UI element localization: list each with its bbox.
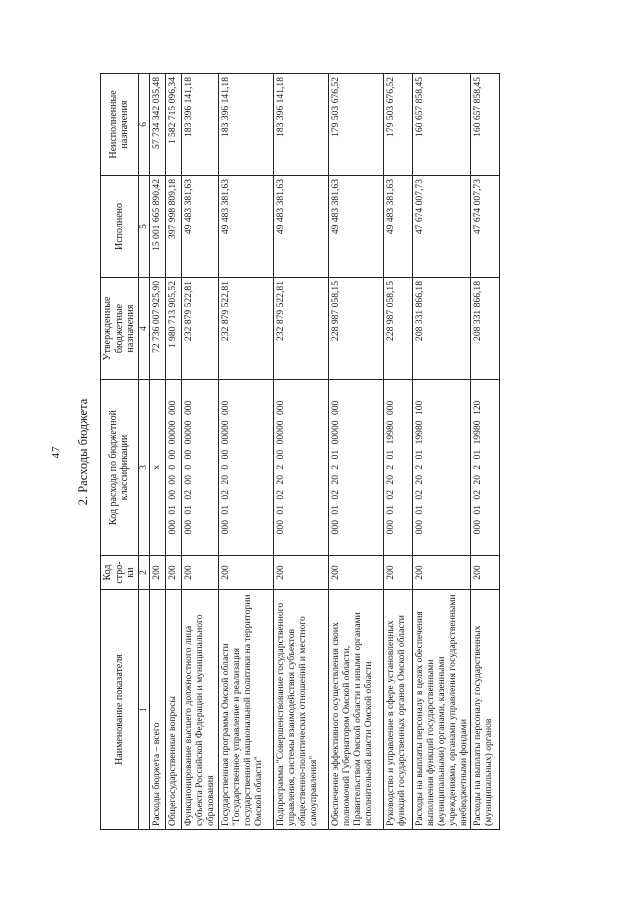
executed-amount: 49 483 381,63	[273, 176, 328, 278]
classification-code: 000 01 02 20 2 00 00000 000	[273, 380, 328, 556]
unexecuted-amount: 183 396 141,18	[273, 74, 328, 176]
indicator-name: Подпрограмма "Совершенствование государственного управления, системы взаимодействия субъектов общественно-политических отношений и местного самоуправления"	[273, 590, 328, 830]
table-row	[328, 74, 383, 830]
line-code: 200	[166, 556, 182, 590]
column-number: 1	[138, 590, 150, 830]
unexecuted-amount: 179 503 676,52	[328, 74, 383, 176]
column-number: 3	[138, 380, 150, 556]
executed-amount: 49 483 381,63	[218, 176, 273, 278]
section-title: 2. Расходы бюджета	[76, 398, 90, 506]
line-code: 200	[273, 556, 328, 590]
column-number: 4	[138, 278, 150, 380]
table-row	[150, 74, 166, 830]
indicator-name: Обеспечение эффективного осуществления своих полномочий Губернатором Омской области, Правительством Омской области и иными органами исполнительной власти Омской области	[328, 590, 383, 830]
classification-code: 000 01 00 00 0 00 00000 000	[166, 380, 182, 556]
line-code: 200	[383, 556, 412, 590]
approved-amount: 208 331 866,18	[470, 278, 499, 380]
table-row	[470, 74, 499, 830]
budget-expenses-table	[100, 73, 500, 830]
executed-amount: 15 001 665 890,42	[150, 176, 166, 278]
indicator-name: Функционирование высшего должностного лица субъекта Российской Федерации и муниципального образования	[182, 590, 218, 830]
approved-amount: 232 879 522,81	[218, 278, 273, 380]
approved-amount: 232 879 522,81	[273, 278, 328, 380]
column-number: 2	[138, 556, 150, 590]
header-line-code: Код стро-ки	[101, 556, 139, 590]
header-classification-code: Код расхода по бюджетной классификации	[101, 380, 139, 556]
approved-amount: 72 736 007 925,90	[150, 278, 166, 380]
classification-code: 000 01 02 20 2 01 19980 000	[383, 380, 412, 556]
executed-amount: 49 483 381,63	[328, 176, 383, 278]
table-row	[412, 74, 470, 830]
indicator-name: Расходы на выплаты персоналу государственных (муниципальных) органов	[470, 590, 499, 830]
indicator-name: Руководство и управление в сфере установленных функций государственных органов Омской области	[383, 590, 412, 830]
table-row	[182, 74, 218, 830]
indicator-name: Расходы бюджета – всего	[150, 590, 166, 830]
line-code: 200	[218, 556, 273, 590]
indicator-name: Государственная программа Омской области "Государственное управление и реализация государственной национальной политики на территории Омской области"	[218, 590, 273, 830]
unexecuted-amount: 1 582 715 096,34	[166, 74, 182, 176]
table-row	[273, 74, 328, 830]
column-number: 5	[138, 176, 150, 278]
line-code: 200	[182, 556, 218, 590]
unexecuted-amount: 183 396 141,18	[182, 74, 218, 176]
executed-amount: 47 674 007,73	[470, 176, 499, 278]
unexecuted-amount: 160 657 858,45	[470, 74, 499, 176]
classification-code: х	[150, 380, 166, 556]
executed-amount: 49 483 381,63	[182, 176, 218, 278]
classification-code: 000 01 02 20 2 01 19980 120	[470, 380, 499, 556]
table-row	[383, 74, 412, 830]
page-number: 47	[50, 445, 62, 459]
column-number: 6	[138, 74, 150, 176]
approved-amount: 228 987 058,15	[383, 278, 412, 380]
classification-code: 000 01 02 20 2 01 00000 000	[328, 380, 383, 556]
header-executed: Исполнено	[101, 176, 139, 278]
line-code: 200	[470, 556, 499, 590]
table-row	[218, 74, 273, 830]
header-unexecuted: Неисполненные назначения	[101, 74, 139, 176]
indicator-name: Расходы на выплаты персоналу в целях обеспечения выполнения функций государственными (муниципальными) органами, казенными учреждениями, органами управления государственными внебюджетными фондами	[412, 590, 470, 830]
approved-amount: 232 879 522,81	[182, 278, 218, 380]
approved-amount: 208 331 866,18	[412, 278, 470, 380]
table-row	[166, 74, 182, 830]
executed-amount: 49 483 381,63	[383, 176, 412, 278]
header-indicator-name: Наименование показателя	[101, 590, 139, 830]
line-code: 200	[150, 556, 166, 590]
rotated-page	[50, 62, 590, 842]
header-approved: Утвержденные бюджетные назначения	[101, 278, 139, 380]
executed-amount: 397 998 809,18	[166, 176, 182, 278]
executed-amount: 47 674 007,73	[412, 176, 470, 278]
classification-code: 000 01 02 00 0 00 00000 000	[182, 380, 218, 556]
approved-amount: 228 987 058,15	[328, 278, 383, 380]
unexecuted-amount: 57 734 342 035,48	[150, 74, 166, 176]
table-header-row	[101, 74, 139, 830]
unexecuted-amount: 179 503 676,52	[383, 74, 412, 176]
approved-amount: 1 980 713 905,52	[166, 278, 182, 380]
line-code: 200	[328, 556, 383, 590]
column-number-row	[138, 74, 150, 830]
classification-code: 000 01 02 20 0 00 00000 000	[218, 380, 273, 556]
unexecuted-amount: 160 657 858,45	[412, 74, 470, 176]
line-code: 200	[412, 556, 470, 590]
unexecuted-amount: 183 396 141,18	[218, 74, 273, 176]
indicator-name: Общегосударственные вопросы	[166, 590, 182, 830]
classification-code: 000 01 02 20 2 01 19980 100	[412, 380, 470, 556]
